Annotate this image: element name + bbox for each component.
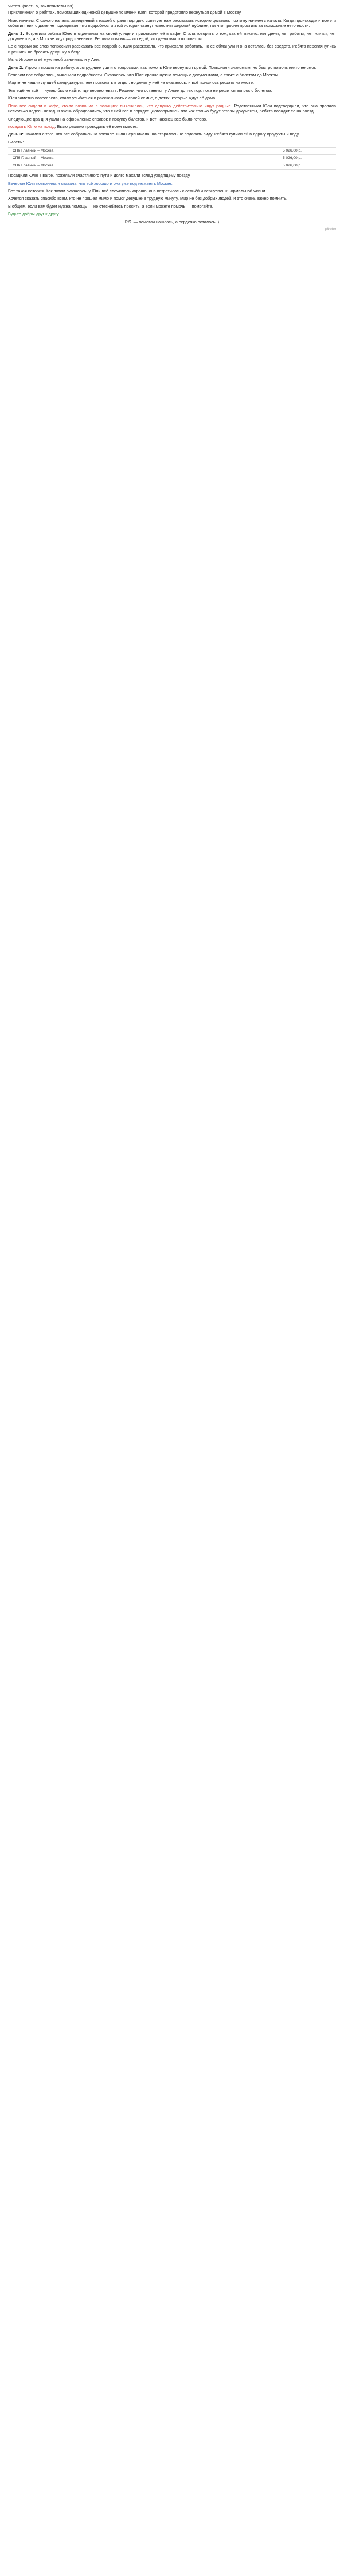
day-3-phone-note: Вечером Юля позвонила и сказала, что всё хорошо и она уже подъезжает к Москве. — [8, 180, 173, 186]
day-1-paragraph: Её с первых же слов попросили рассказать всё подробно. Юля рассказала, что приехала работать, но её обманули и она осталась без средств. Ребята переглянулись и решили не бросать девушку в беде. — [8, 44, 336, 55]
ticket-price: 5 026,00 р. — [283, 156, 302, 161]
brand-watermark: pikabu — [325, 227, 336, 231]
postscript: P.S. — помогли нашлась, а сердечко осталось :) — [124, 219, 220, 224]
ticket-price: 5 026,00 р. — [283, 164, 302, 168]
ticket-row — [8, 162, 336, 170]
day-2-text: Утром я пошла на работу, а сотрудники ушли с вопросами, как помочь Юле вернуться домой. Позвонили знакомым, но быстро помочь никто не смог. — [24, 64, 316, 70]
mid-tail: Было решено проводить её всем вместе. — [57, 123, 138, 129]
highlight-link[interactable]: посадить Юлю на поезд — [8, 123, 55, 129]
conclusion-paragraph: Вот такая история. Как потом оказалось, у Юли всё сложилось хорошо: она встретилась с семьёй и вернулась к нормальной жизни. — [8, 188, 267, 193]
day-3-title: День 3: — [8, 131, 24, 137]
mid-paragraph: посадить Юлю на поезд. Было решено проводить её всем вместе. — [8, 123, 138, 129]
day-3-paragraph: Посадили Юлю в вагон, пожелали счастливого пути и долго махали вслед уходящему поезду. — [8, 173, 191, 179]
day-2-paragraph: Юля заметно повеселела, стала улыбаться и рассказывать о своей семье, о детях, которые ждут её дома. — [8, 95, 217, 101]
day-2-title: День 2: — [8, 64, 24, 70]
conclusion-paragraph: В общем, если вам будет нужна помощь — не стесняйтесь просить, а если можете помочь — помогайте. — [8, 203, 213, 209]
day-1-paragraph — [8, 31, 336, 42]
day-2-paragraph: Вечером все собрались, выяснили подробности. Оказалось, что Юле срочно нужна помощь с документами, а также с билетом до Москвы. — [8, 72, 279, 78]
day-3-paragraph — [8, 131, 336, 137]
intro-paragraph: Итак, начнем. С самого начала, заведенный в нашей стране порядок, советует нам рассказать историю целиком, поэтому начнем с начала. Когда происходили все эти события, никто даже не подозревал, что подробности этой истории станут известны широкой публике, так что просим простить за возможные неточности. — [8, 17, 336, 29]
intro-paragraph: Приключения о ребятах, помогавших одинокой девушке по имени Юля, которой предстояло вернуться домой в Москву. — [8, 10, 242, 15]
day-2-paragraph: Это ещё не всё — нужно было найти, где переночевать. Решили, что останется у Аньки до тех пор, пока не решится вопрос с билетом. — [8, 87, 272, 93]
closing-line: Будьте добры друг к другу. — [8, 211, 60, 217]
tickets-label: Билеты: — [8, 139, 24, 145]
header-line: Читать (часть 5, заключительная) — [8, 3, 74, 9]
mid-lead: Пока все сидели в кафе, кто-то позвонил в полицию: выяснилось, что девушку действительно ищут родные. — [8, 103, 232, 108]
ticket-price: 5 026,00 р. — [283, 149, 302, 153]
day-1-title: День 1: — [8, 30, 24, 36]
day-3-text: Начался с того, что все собрались на вокзале. Юля нервничала, но старалась не подавать виду. Ребята купили ей в дорогу продукты и воду. — [24, 131, 300, 137]
ticket-route: СПб Главный – Москва — [13, 149, 54, 153]
day-2-paragraph: Марте не нашли лучшей кандидатуры, чем позвонить в отдел, но денег у неё не оказалось, и всё пришлось решать на месте. — [8, 80, 255, 86]
ticket-row — [8, 147, 336, 154]
ticket-route: СПб Главный – Москва — [13, 156, 54, 161]
mid-paragraph: Следующие два дня ушли на оформление справок и покупку билетов, и вот наконец всё было готово. — [8, 116, 208, 122]
mid-body: Родственники Юли подтвердили, что она пропала несколько недель назад, и очень обрадовались, что с ней всё в порядке. Договорились, что как только будут готовы документы, ребята посадят её на поезд. — [8, 103, 336, 114]
day-2-paragraph — [8, 65, 336, 70]
ticket-route: СПб Главный – Москва — [13, 164, 54, 168]
day-1-text: Встретили ребята Юлю в отделении на своей улице и пригласили её в кафе. Стала говорить о том, как ей тяжело: нет денег, нет работы, нет жилья, нет документов, а в Москве ждут родственники. Решили помочь — кто едой, кто деньгами, кто советом. — [8, 30, 336, 42]
mid-paragraph — [8, 103, 336, 114]
ticket-list — [8, 147, 336, 170]
day-1-paragraph: Мы с Игорем и её мужчиной заночевали у Ани. — [8, 57, 100, 63]
conclusion-paragraph: Хочется сказать спасибо всем, кто не прошёл мимо и помог девушке в трудную минуту. Мир не без добрых людей, и это очень важно помнить. — [8, 196, 287, 201]
ticket-row — [8, 154, 336, 162]
